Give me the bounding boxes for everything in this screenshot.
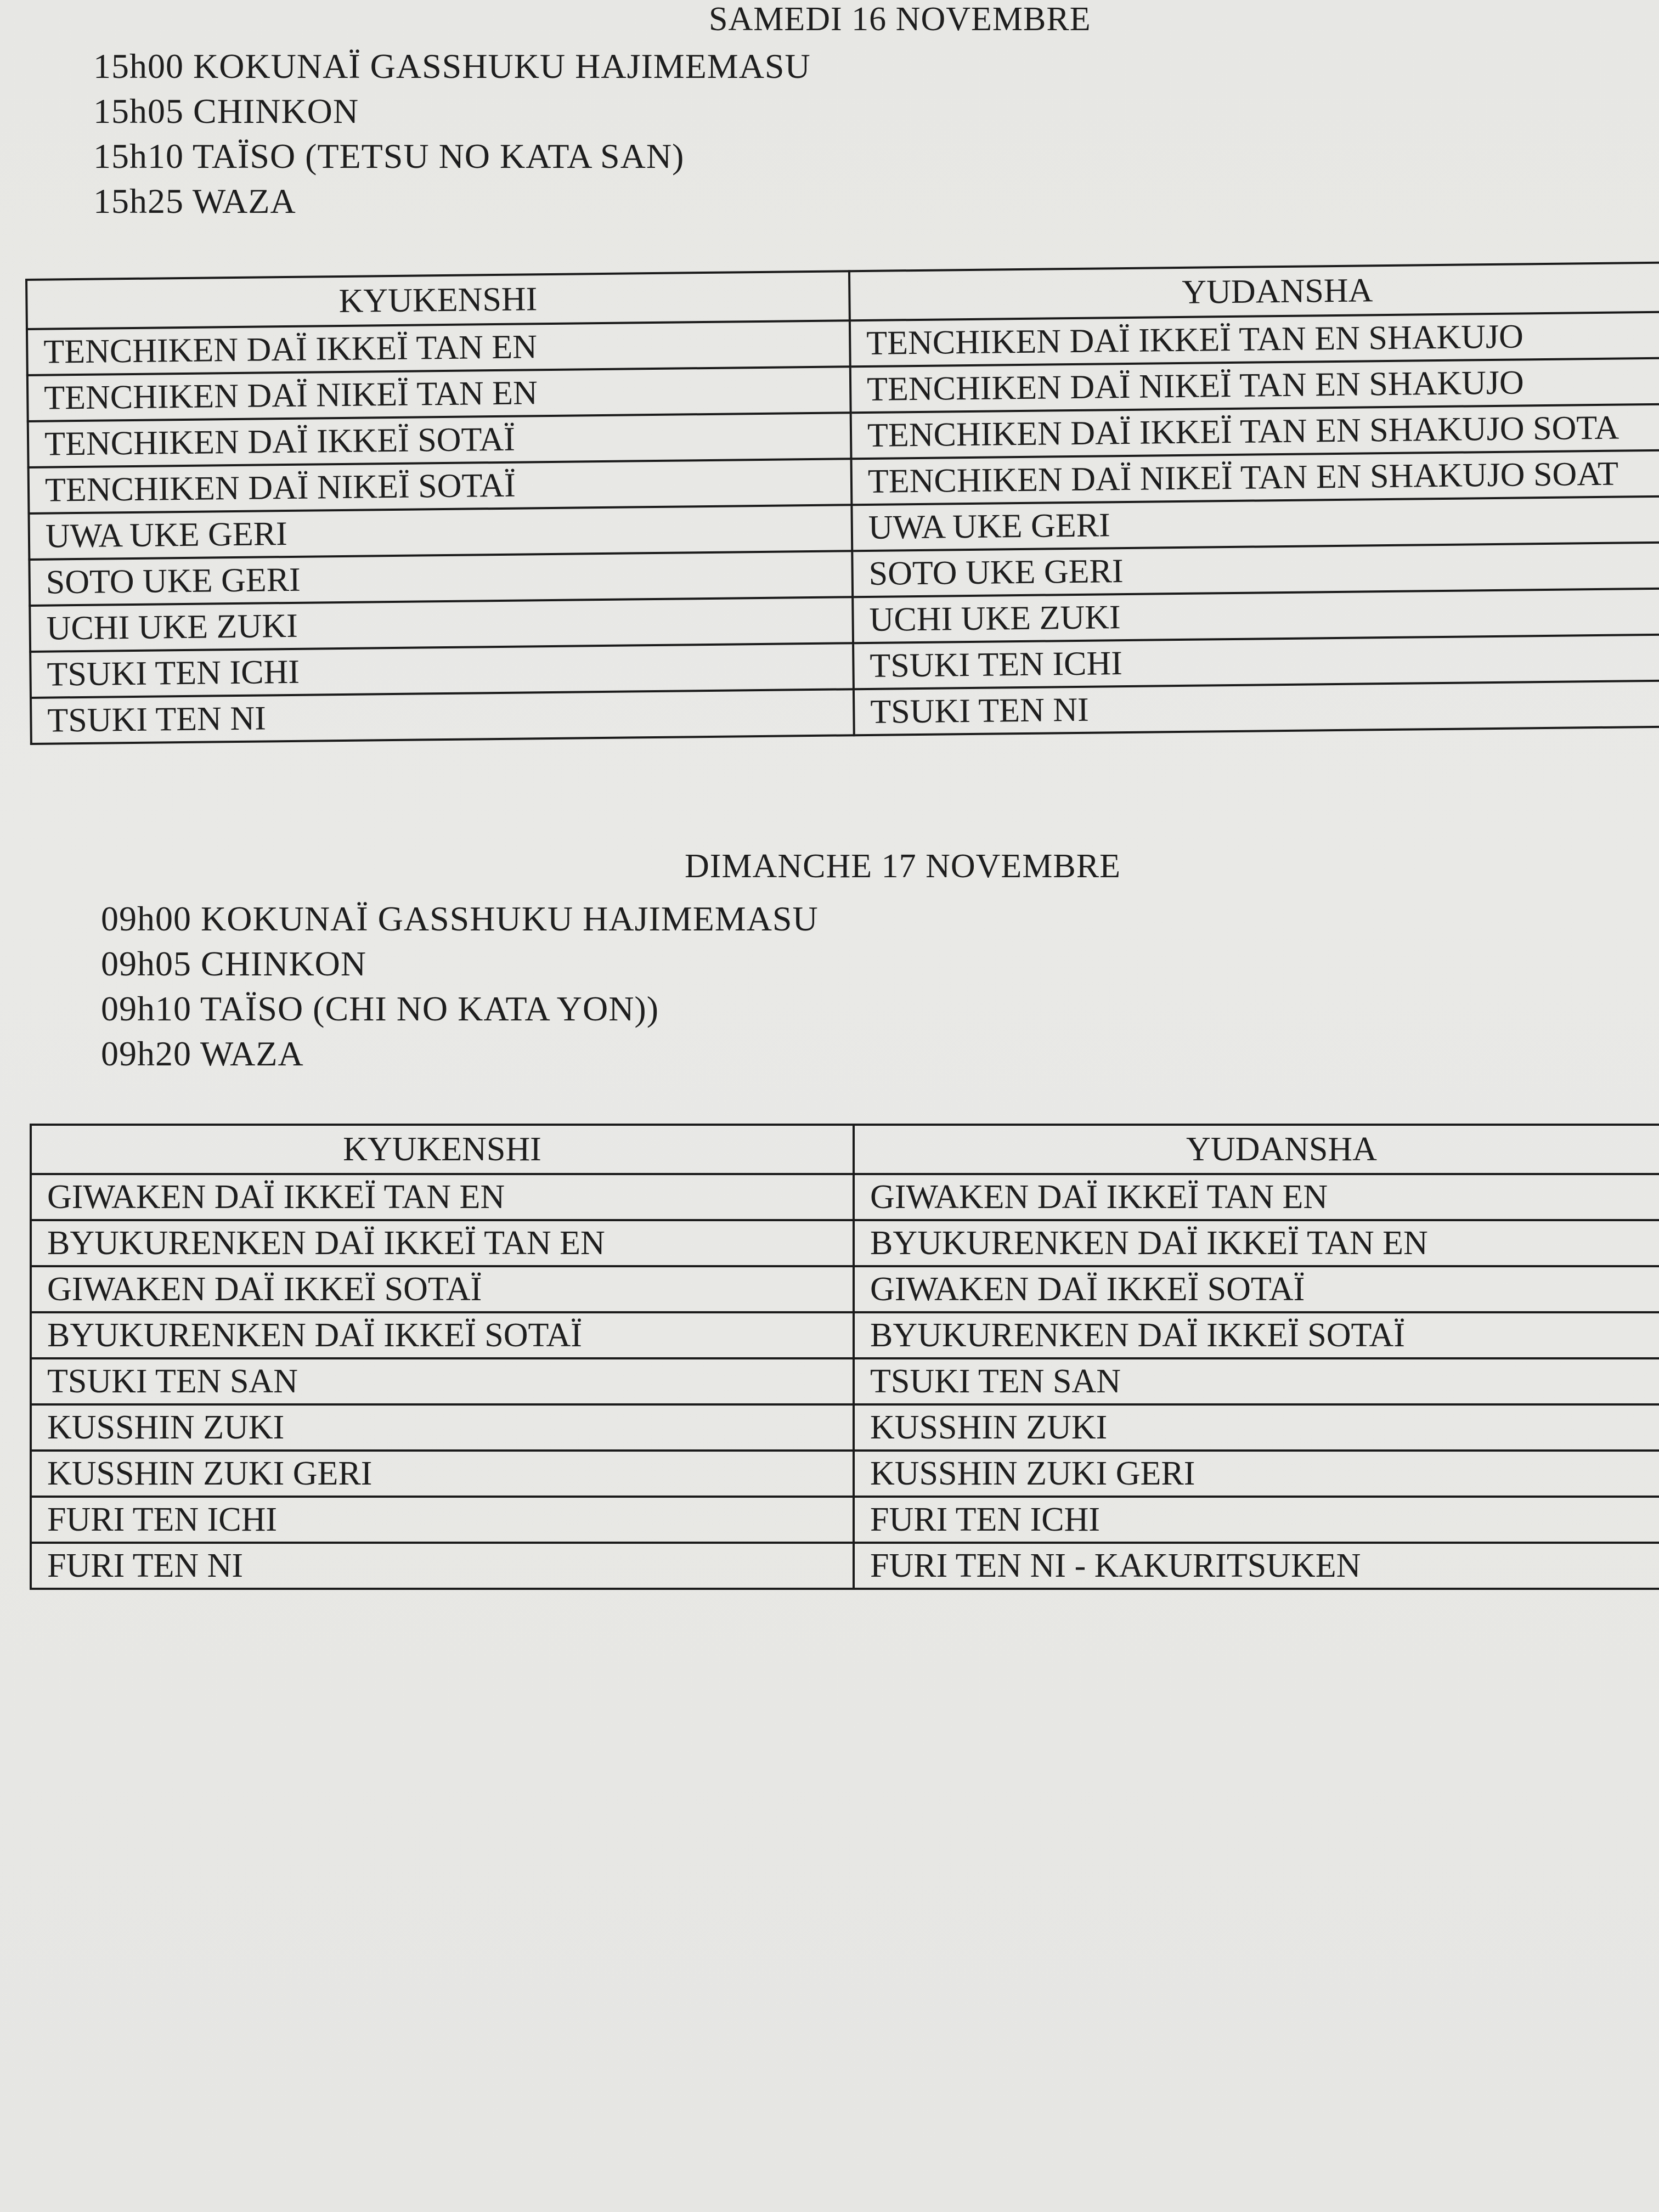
table-cell: SOTO UKE GERI [29,551,853,606]
table-cell: FURI TEN ICHI [31,1497,854,1543]
table-row [31,1220,1659,1266]
table-row [31,1312,1659,1358]
schedule-item: 09h10 TAÏSO (CHI NO KATA YON)) [101,989,659,1028]
schedule-item: 09h05 CHINKON [101,944,367,983]
table-row [31,1543,1659,1589]
table-cell: TENCHIKEN DAÏ NIKEÏ TAN EN SHAKUJO [850,358,1659,413]
table-row [31,1266,1659,1312]
day1-technique-table [25,261,1659,745]
table-header-row [31,1125,1659,1174]
table-cell: KUSSHIN ZUKI [31,1404,854,1451]
column-header-kyukenshi: KYUKENSHI [31,1125,854,1174]
table-row [31,1404,1659,1451]
schedule-item: 09h00 KOKUNAÏ GASSHUKU HAJIMEMASU [101,899,819,938]
day1-title: SAMEDI 16 NOVEMBRE [709,1,1091,38]
table-cell: KUSSHIN ZUKI GERI [31,1451,854,1497]
column-header-yudansha: YUDANSHA [854,1125,1659,1174]
table-cell: TENCHIKEN DAÏ IKKEÏ SOTAÏ [28,413,851,467]
schedule-item: 15h10 TAÏSO (TETSU NO KATA SAN) [93,137,685,176]
table-cell: UWA UKE GERI [851,496,1659,551]
table-cell: GIWAKEN DAÏ IKKEÏ SOTAÏ [854,1266,1659,1312]
table-cell: TENCHIKEN DAÏ NIKEÏ TAN EN SHAKUJO SOAT [851,450,1659,505]
table-row [31,1358,1659,1404]
table-cell: TSUKI TEN ICHI [30,643,854,698]
table-cell: BYUKURENKEN DAÏ IKKEÏ TAN EN [854,1220,1659,1266]
table-cell: KUSSHIN ZUKI GERI [854,1451,1659,1497]
schedule-item: 15h25 WAZA [93,182,296,221]
table-cell: TENCHIKEN DAÏ IKKEÏ TAN EN SHAKUJO [850,312,1659,366]
table-cell: TENCHIKEN DAÏ IKKEÏ TAN EN SHAKUJO SOTA [851,404,1659,459]
column-header-yudansha: YUDANSHA [849,262,1659,320]
table-cell: TSUKI TEN NI [854,680,1659,735]
schedule-item: 15h05 CHINKON [93,92,359,131]
table-cell: UCHI UKE ZUKI [853,588,1659,643]
table-cell: TSUKI TEN NI [31,689,854,744]
day1-schedule [93,44,811,224]
table-cell: BYUKURENKEN DAÏ IKKEÏ SOTAÏ [31,1312,854,1358]
day2-title: DIMANCHE 17 NOVEMBRE [685,848,1121,885]
table-row [31,1451,1659,1497]
table-cell: GIWAKEN DAÏ IKKEÏ TAN EN [854,1174,1659,1220]
table-row [31,1497,1659,1543]
table-cell: GIWAKEN DAÏ IKKEÏ SOTAÏ [31,1266,854,1312]
table-cell: TSUKI TEN ICHI [853,634,1659,689]
day2-technique-table [30,1124,1659,1590]
day2-schedule [101,896,819,1076]
table-cell: UWA UKE GERI [29,505,852,560]
table-cell: FURI TEN NI [31,1543,854,1589]
schedule-item: 15h00 KOKUNAÏ GASSHUKU HAJIMEMASU [93,47,811,86]
table-cell: KUSSHIN ZUKI [854,1404,1659,1451]
table-cell: SOTO UKE GERI [852,542,1659,597]
table-cell: TENCHIKEN DAÏ IKKEÏ TAN EN [27,320,850,375]
schedule-item: 09h20 WAZA [101,1034,304,1073]
table-cell: FURI TEN NI - KAKURITSUKEN [854,1543,1659,1589]
table-cell: FURI TEN ICHI [854,1497,1659,1543]
table-cell: BYUKURENKEN DAÏ IKKEÏ SOTAÏ [854,1312,1659,1358]
column-header-kyukenshi: KYUKENSHI [26,271,850,329]
table-cell: UCHI UKE ZUKI [30,597,853,652]
table-row [31,1174,1659,1220]
table-cell: TSUKI TEN SAN [31,1358,854,1404]
table-cell: BYUKURENKEN DAÏ IKKEÏ TAN EN [31,1220,854,1266]
table-cell: TENCHIKEN DAÏ NIKEÏ TAN EN [27,366,851,421]
table-cell: TSUKI TEN SAN [854,1358,1659,1404]
table-cell: GIWAKEN DAÏ IKKEÏ TAN EN [31,1174,854,1220]
table-cell: TENCHIKEN DAÏ NIKEÏ SOTAÏ [29,459,852,514]
